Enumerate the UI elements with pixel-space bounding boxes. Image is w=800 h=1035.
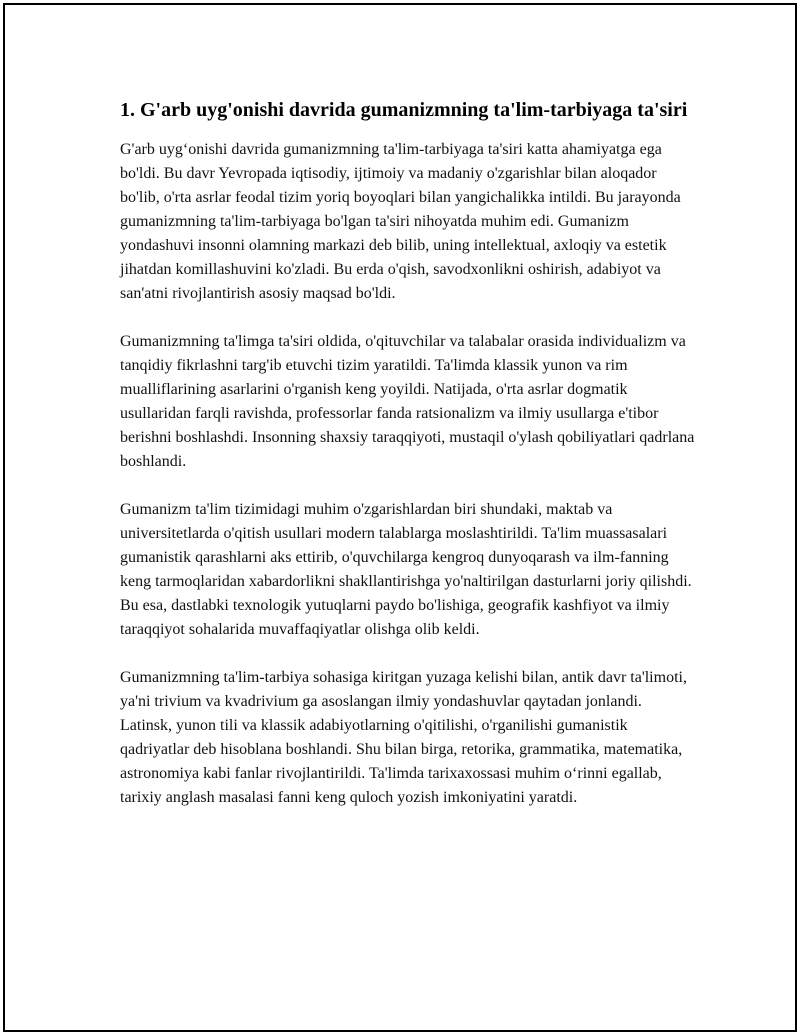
paragraph-2: Gumanizmning ta'limga ta'siri oldida, o'qituvchilar va talabalar orasida individualizm va tanqidiy fikrlashni targ'ib etuvchi tizim yaratildi. Ta'limda klassik yunon va rim mualliflarining asarlarini o'rganish keng yoyildi. Natijada, o'rta asrlar dogmatik usullaridan farqli ravishda, professorlar fanda ratsionalizm va ilmiy usullarga e'tibor berishni boshlashdi. Insonning shaxsiy taraqqiyoti, mustaqil o'ylash qobiliyatlari qadrlana boshlandi.	[120, 333, 695, 470]
document-title: 1. G'arb uyg'onishi davrida gumanizmning ta'lim-tarbiyaga ta'siri	[120, 99, 688, 121]
page-frame	[3, 3, 797, 1032]
document-body	[120, 97, 695, 834]
paragraph-1: G'arb uyg‘onishi davrida gumanizmning ta'lim-tarbiyaga ta'siri katta ahamiyatga ega bo'ldi. Bu davr Yevropada iqtisodiy, ijtimoiy va madaniy o'zgarishlar bilan aloqador bo'lib, o'rta asrlar feodal tizim yoriq boyoqlari bilan yangichalikka intildi. Bu jarayonda gumanizmning ta'lim-tarbiyaga bo'lgan ta'siri nihoyatda muhim edi. Gumanizm yondashuvi insonni olamning markazi deb bilib, uning intellektual, axloqiy va estetik jihatdan komillashuvini ko'zladi. Bu erda o'qish, savodxonlikni oshirish, adabiyot va san'atni rivojlantirish asosiy maqsad bo'ldi.	[120, 141, 681, 302]
paragraph-4: Gumanizmning ta'lim-tarbiya sohasiga kiritgan yuzaga kelishi bilan, antik davr ta'limoti, ya'ni trivium va kvadrivium ga asoslangan ilmiy yondashuvlar qaytadan jonlandi. Latinsk, yunon tili va klassik adabiyotlarning o'qitilishi, o'rganilishi gumanistik qadriyatlar deb hisoblana boshlandi. Shu bilan birga, retorika, grammatika, matematika, astronomiya kabi fanlar rivojlantirildi. Ta'limda tarixaxossasi muhim o‘rinni egallab, tarixiy anglash masalasi fanni keng quloch yozish imkoniyatini yaratdi.	[120, 669, 687, 806]
paragraph-3: Gumanizm ta'lim tizimidagi muhim o'zgarishlardan biri shundaki, maktab va universitetlarda o'qitish usullari modern talablarga moslashtirildi. Ta'lim muassasalari gumanistik qarashlarni aks ettirib, o'quvchilarga kengroq dunyoqarash va ilm-fanning keng tarmoqlaridan xabardorlikni shakllantirishga yo'naltirilgan dasturlarni joriy qilishdi. Bu esa, dastlabki texnologik yutuqlarni paydo bo'lishiga, geografik kashfiyot va ilmiy taraqqiyot sohalarida muvaffaqiyatlar olishga olib keldi.	[120, 501, 692, 638]
